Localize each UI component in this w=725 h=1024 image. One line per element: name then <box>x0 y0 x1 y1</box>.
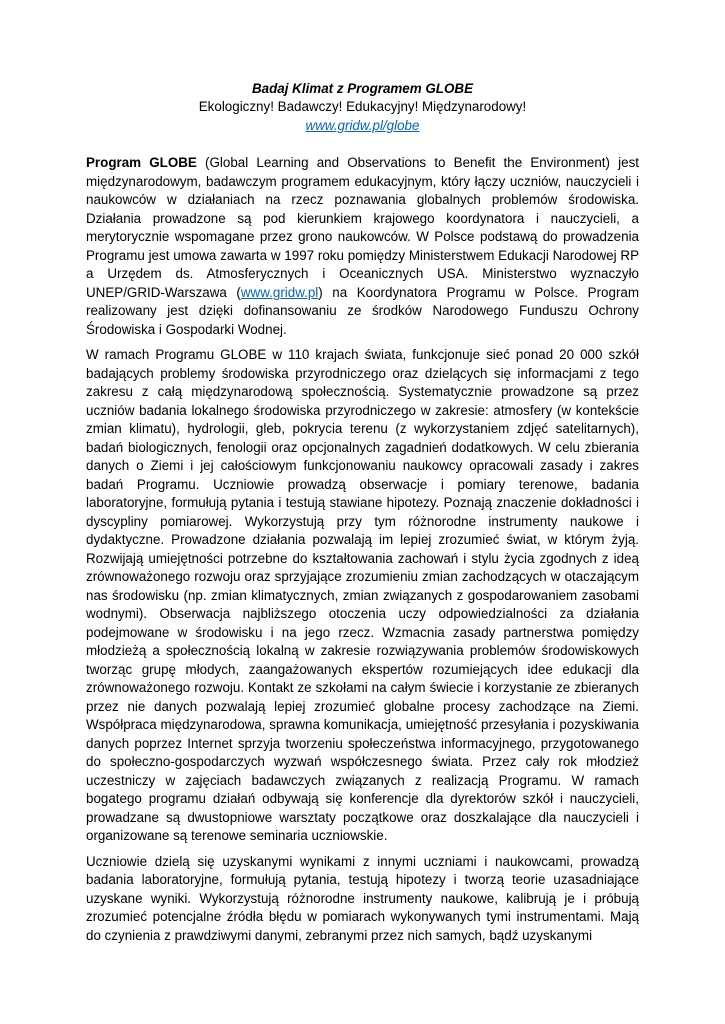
paragraph-text: (Global Learning and Observations to Benefit the Environment) jest międzynarodowym, badawczym programem edukacyjnym, który łączy uczniów, nauczycieli i naukowców w działaniach na rzecz poznawania globalnych problemów środowiska. Działania prowadzone są pod kierunkiem krajowego koordynatora i nauczycieli, a merytorycznie wspomagane przez grono naukowców. W Polsce podstawą do prowadzenia Programu jest umowa zawarta w 1997 roku pomiędzy Ministerstwem Edukacji Narodowej RP a Urzędem ds. Atmosferycznych i Oceanicznych USA. Ministerstwo wyznaczyło UNEP/GRID-Warszawa ( <box>86 155 639 300</box>
gridw-link[interactable]: www.gridw.pl <box>240 284 319 300</box>
document-subtitle: Ekologiczny! Badawczy! Edukacyjny! Międzynarodowy! <box>198 99 527 115</box>
paragraph-program-globe <box>86 154 639 339</box>
document-title: Badaj Klimat z Programem GLOBE <box>252 81 473 96</box>
paragraph-program-scope: W ramach Programu GLOBE w 110 krajach świata, funkcjonuje sieć ponad 20 000 szkół badających problemy środowiska przyrodniczego oraz dzielących się informacjami z tego zakresu z całą międzynarodową społecznością. Systematycznie prowadzone są przez uczniów badania lokalnego środowiska przyrodniczego w zakresie: atmosfery (w kontekście zmian klimatu), hydrologii, gleb, pokrycia terenu (z wykorzystaniem zdjęć satelitarnych), badań biologicznych, fenologii oraz opcjonalnych zagadnień dodatkowych. W celu zbierania danych o Ziemi i jej całościowym funkcjonowaniu naukowcy opracowali zasady i zakres badań Programu. Uczniowie prowadzą obserwacje i pomiary terenowe, badania laboratoryjne, formułują pytania i testują stawiane hipotezy. Poznają znaczenie dokładności i dyscypliny pomiarowej. Wykorzystują przy tym różnorodne instrumenty naukowe i dydaktyczne. Prowadzone działania pozwalają im lepiej zrozumieć świat, w którym żyją. Rozwijają umiejętności potrzebne do kształtowania zachowań i stylu życia zgodnych z ideą zrównoważonego rozwoju oraz sprzyjające zrozumieniu zmian zachodzących w otaczającym nas środowisku (np. zmian klimatycznych, zmian związanych z gospodarowaniem zasobami wodnymi). Obserwacja najbliższego otoczenia uczy odpowiedzialności za działania podejmowane w środowisku i na jego rzecz. Wzmacnia zasady partnerstwa pomiędzy młodzieżą a społecznością lokalną w zakresie rozwiązywania problemów środowiskowych tworząc grupę młodych, zaangażowanych ekspertów rozumiejących idee edukacji dla zrównoważonego rozwoju. Kontakt ze szkołami na całym świecie i korzystanie ze zbieranych przez nie danych pozwalają lepiej zrozumieć globalne procesy zachodzące na Ziemi. Współpraca międzynarodowa, sprawna komunikacja, umiejętność przesyłania i pozyskiwania danych poprzez Internet sprzyja tworzeniu społeczeństwa informacyjnego, przygotowanego do społeczno-gospodarczych wyzwań współczesnego świata. Przez cały rok młodzież uczestniczy w zajęciach badawczych związanych z realizacją Programu. W ramach bogatego programu działań odbywają się konferencje dla dyrektorów szkół i nauczycieli, prowadzane są dwustopniowe warsztaty początkowe oraz doszkalające dla nauczycieli i organizowane są terenowe seminaria uczniowskie. <box>86 347 639 844</box>
document-body <box>86 154 639 945</box>
document-header <box>86 80 639 135</box>
program-globe-lead: Program GLOBE <box>86 155 197 171</box>
paragraph-text: ) na Koordynatora Programu w Polsce. Program realizowany jest dzięki dofinansowaniu ze środków Narodowego Funduszu Ochrony Środowiska i Gospodarki Wodnej. <box>86 284 640 337</box>
header-link[interactable]: www.gridw.pl/globe <box>305 117 420 133</box>
paragraph-students-results: Uczniowie dzielą się uzyskanymi wynikami z innymi uczniami i naukowcami, prowadzą badania laboratoryjne, formułują pytania, testują hipotezy i tworzą teorie uzasadniające uzyskane wyniki. Wykorzystują różnorodne instrumenty naukowe, kalibrują je i próbują zrozumieć potencjalne źródła błędu w pomiarach wykonywanych tymi instrumentami. Mają do czynienia z prawdziwymi danymi, zebranymi przez nich samych, bądź uzyskanymi <box>86 853 639 943</box>
